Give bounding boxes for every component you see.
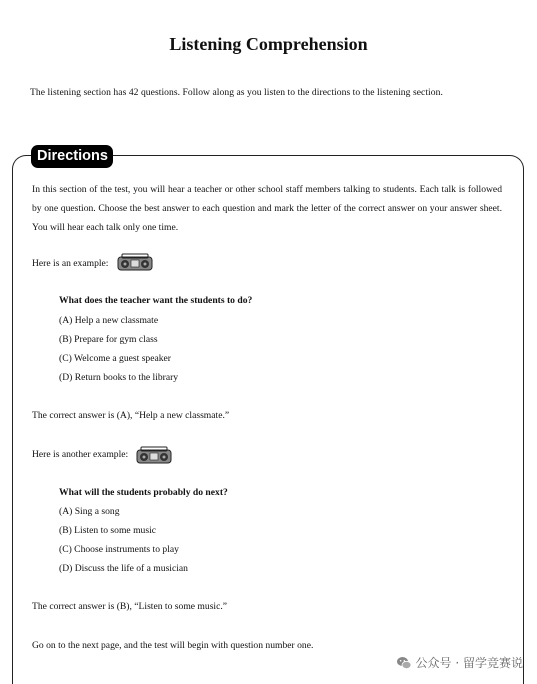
cassette-player-icon	[117, 253, 153, 271]
example2-option-a: (A) Sing a song	[59, 506, 120, 517]
wechat-icon	[396, 655, 412, 671]
closing-text: Go on to the next page, and the test will begin with question number one.	[32, 640, 314, 651]
example2-answer: The correct answer is (B), “Listen to some music.”	[32, 601, 228, 612]
watermark	[396, 654, 523, 671]
page-title: Listening Comprehension	[169, 34, 368, 54]
watermark-text: 公众号 · 留学竞赛说	[415, 656, 523, 670]
example1-option-d: (D) Return books to the library	[59, 372, 179, 383]
directions-tab-label: Directions	[31, 145, 113, 168]
example2-option-c: (C) Choose instruments to play	[59, 544, 179, 555]
example1-option-b: (B) Prepare for gym class	[59, 334, 158, 345]
example1-option-a: (A) Help a new classmate	[59, 315, 159, 326]
intro-text: The listening section has 42 questions. Follow along as you listen to the directions to the listening section.	[30, 87, 443, 98]
example2-option-d: (D) Discuss the life of a musician	[59, 563, 188, 574]
example2-question: What will the students probably do next?	[59, 487, 228, 498]
example1-option-c: (C) Welcome a guest speaker	[59, 353, 171, 364]
example1-question: What does the teacher want the students to do?	[59, 295, 253, 306]
example1-lead: Here is an example:	[32, 258, 109, 269]
example2-lead: Here is another example:	[32, 449, 129, 460]
directions-paragraph: In this section of the test, you will hear a teacher or other school staff members talking to students. Each talk is followed by one question. Choose the best answer to each question and mark the letter of the correct answer on your answer sheet. You will hear each talk only one time.	[32, 184, 502, 233]
cassette-player-icon	[136, 446, 172, 464]
example2-option-b: (B) Listen to some music	[59, 525, 156, 536]
example1-answer: The correct answer is (A), “Help a new classmate.”	[32, 410, 230, 421]
